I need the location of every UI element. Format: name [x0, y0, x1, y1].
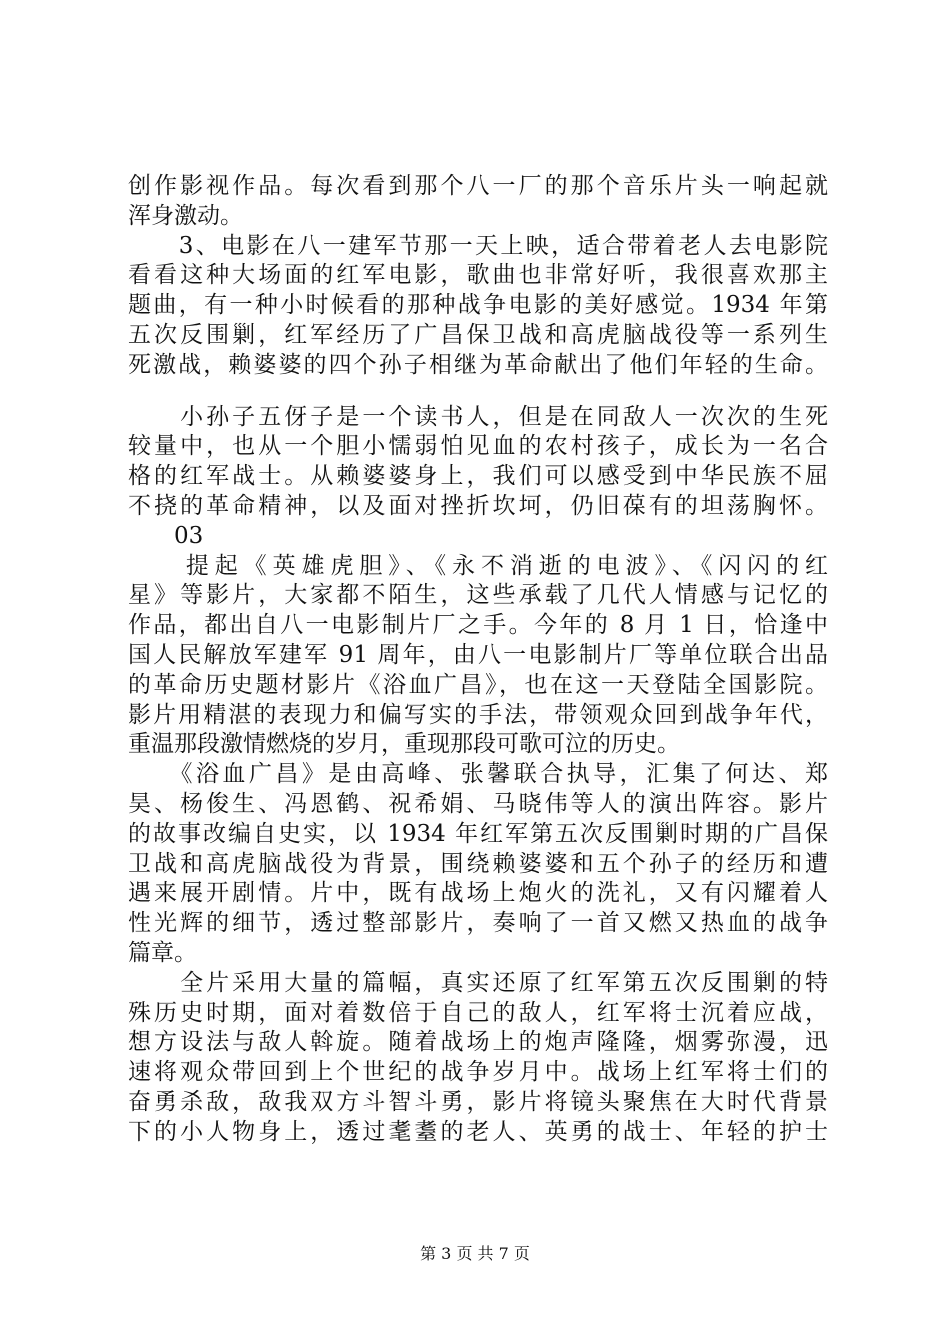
section-number: 03 — [128, 522, 204, 549]
text-line: 看看这种大场面的红军电影，歌曲也非常好听，我很喜欢那主 — [128, 262, 828, 289]
text-line: 格的红军战士。从赖婆婆身上，我们可以感受到中华民族不屈 — [128, 463, 828, 490]
text-line: 不挠的革命精神，以及面对挫折坎坷，仍旧葆有的坦荡胸怀。 — [128, 492, 828, 519]
text-line: 星》等影片，大家都不陌生，这些承载了几代人情感与记忆的 — [128, 582, 828, 609]
text-line: 全片采用大量的篇幅，真实还原了红军第五次反围剿的特 — [128, 969, 828, 996]
paragraph-gap — [128, 381, 828, 403]
page-footer: 第 3 页 共 7 页 — [420, 1244, 530, 1263]
text-line: 五次反围剿，红军经历了广昌保卫战和高虎脑战役等一系列生 — [128, 321, 828, 348]
text-line: 遇来展开剧情。片中，既有战场上炮火的洗礼，又有闪耀着人 — [128, 880, 828, 907]
text-line: 影片用精湛的表现力和偏写实的手法，带领观众回到战争年代， — [128, 701, 828, 728]
text-line: 《浴血广昌》是由高峰、张馨联合执导，汇集了何达、郑 — [128, 761, 828, 788]
text-line: 的革命历史题材影片《浴血广昌》，也在这一天登陆全国影院。 — [128, 671, 828, 698]
text-line: 下的小人物身上，透过耄耋的老人、英勇的战士、年轻的护士 — [128, 1118, 828, 1145]
text-line: 卫战和高虎脑战役为背景，围绕赖婆婆和五个孙子的经历和遭 — [128, 850, 828, 877]
body-text — [128, 172, 828, 1148]
text-line: 国人民解放军建军 91 周年，由八一电影制片厂等单位联合出品 — [128, 641, 828, 668]
text-line: 死激战，赖婆婆的四个孙子相继为革命献出了他们年轻的生命。 — [128, 351, 828, 378]
text-line: 较量中，也从一个胆小懦弱怕见血的农村孩子，成长为一名合 — [128, 433, 828, 460]
text-line: 想方设法与敌人斡旋。随着战场上的炮声隆隆，烟雾弥漫，迅 — [128, 1029, 828, 1056]
text-line: 题曲，有一种小时候看的那种战争电影的美好感觉。1934 年第 — [128, 292, 828, 319]
text-line: 昊、杨俊生、冯恩鹤、祝希娟、马晓伟等人的演出阵容。影片 — [128, 790, 828, 817]
text-line: 性光辉的细节，透过整部影片，奏响了一首又燃又热血的战争 — [128, 910, 828, 937]
text-line: 3、电影在八一建军节那一天上映，适合带着老人去电影院 — [128, 232, 828, 259]
text-line: 奋勇杀敌，敌我双方斗智斗勇，影片将镜头聚焦在大时代背景 — [128, 1088, 828, 1115]
text-line: 作品，都出自八一电影制片厂之手。今年的 8 月 1 日，恰逢中 — [128, 612, 828, 639]
text-line: 创作影视作品。每次看到那个八一厂的那个音乐片头一响起就 — [128, 173, 828, 199]
text-line: 的故事改编自史实，以 1934 年红军第五次反围剿时期的广昌保 — [128, 820, 828, 847]
text-line: 速将观众带回到上个世纪的战争岁月中。战场上红军将士们的 — [128, 1059, 828, 1086]
text-line: 提起《英雄虎胆》、《永不消逝的电波》、《闪闪的红 — [128, 552, 828, 579]
text-line: 重温那段激情燃烧的岁月，重现那段可歌可泣的历史。 — [128, 731, 680, 758]
text-line: 殊历史时期，面对着数倍于自己的敌人，红军将士沉着应战， — [128, 999, 828, 1026]
text-line: 小孙子五伢子是一个读书人，但是在同敌人一次次的生死 — [128, 403, 828, 430]
text-line: 篇章。 — [128, 939, 197, 966]
text-line: 浑身激动。 — [128, 202, 243, 229]
